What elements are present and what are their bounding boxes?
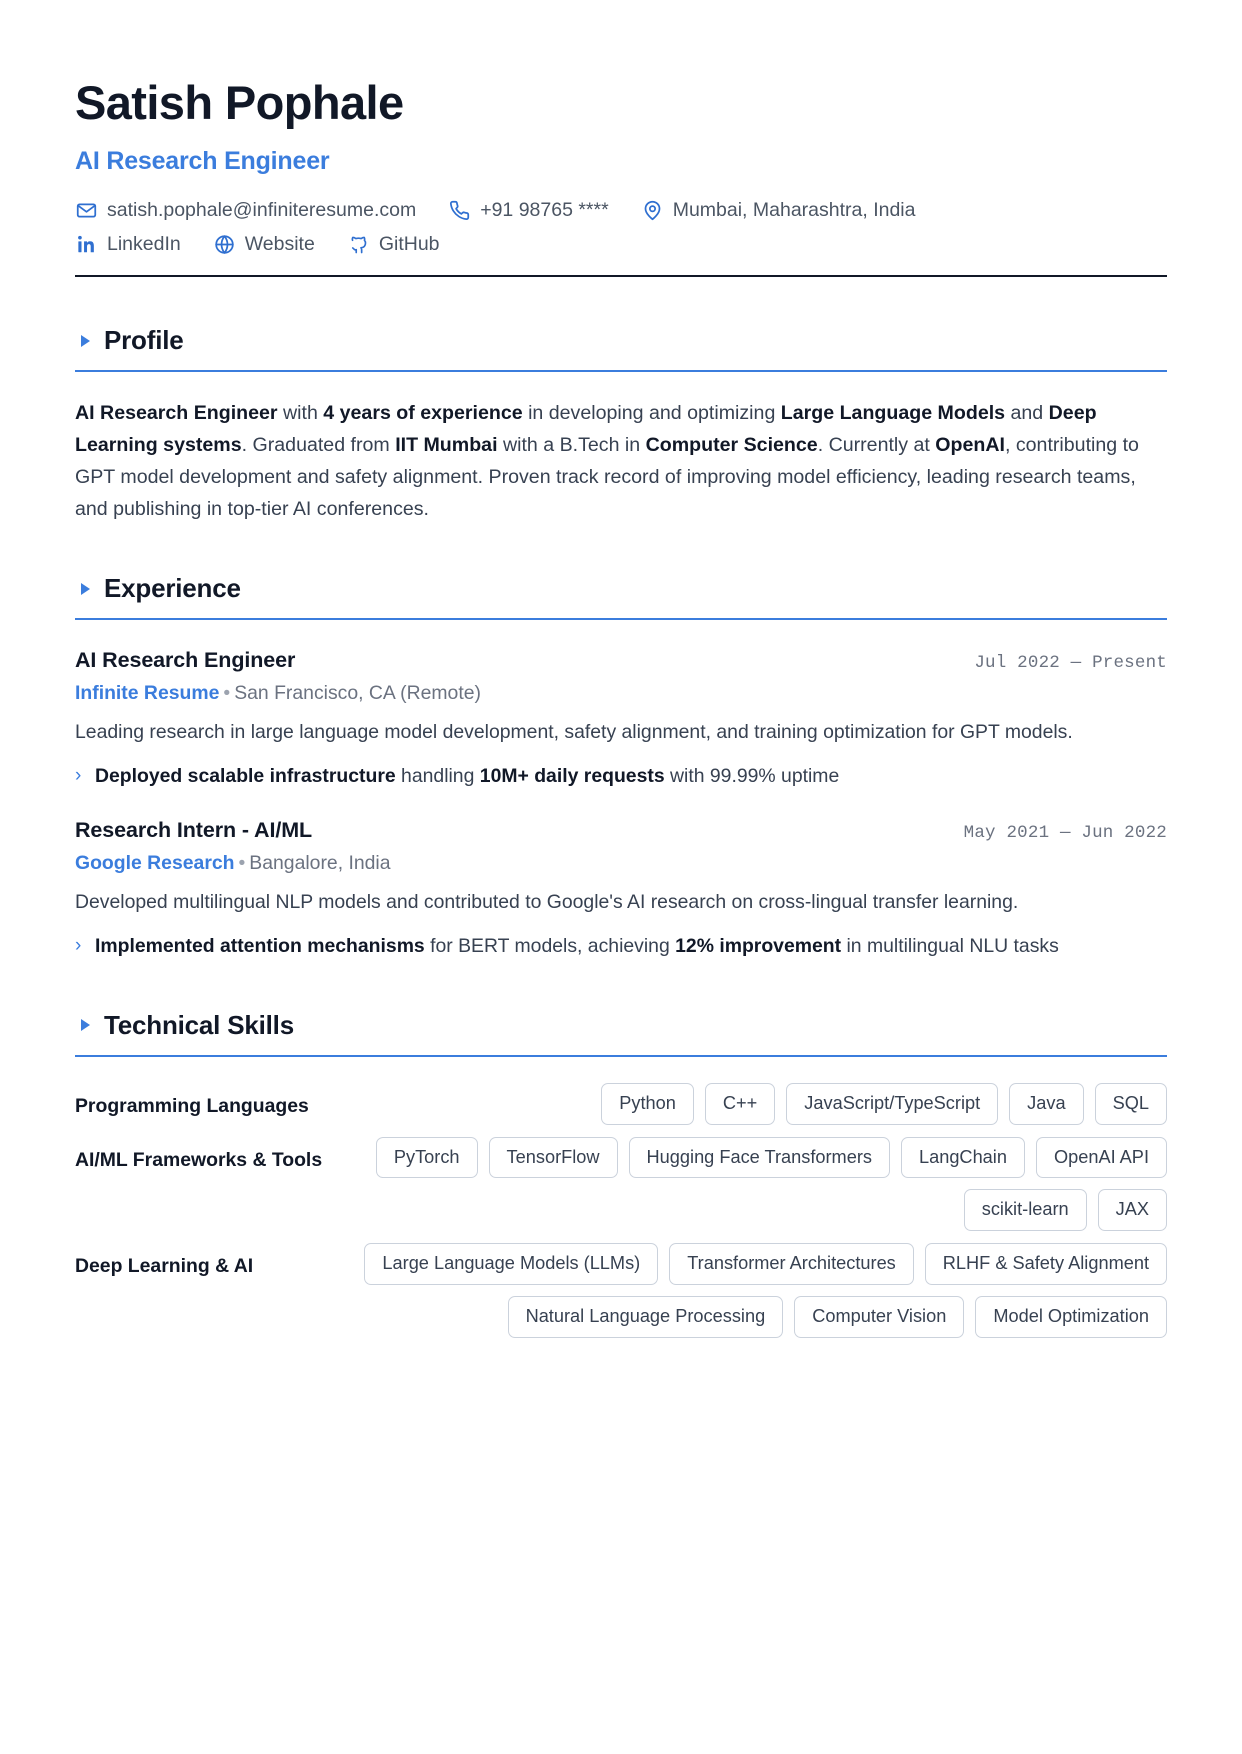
emphasis-text: Computer Science (645, 434, 818, 457)
job-bullet-list (75, 761, 1167, 792)
contact-row-primary (75, 198, 1167, 223)
separator-dot: • (238, 852, 246, 875)
job-location: Bangalore, India (249, 852, 391, 875)
job-company[interactable]: Infinite Resume (75, 682, 220, 705)
email-icon (75, 199, 98, 222)
emphasis-text: 4 years of experience (323, 402, 523, 425)
skill-tag: C++ (705, 1083, 775, 1125)
section-profile (75, 325, 1167, 525)
job-bullet (75, 761, 1167, 792)
skill-group-label: Deep Learning & AI (75, 1255, 254, 1278)
section-header-skills (75, 1010, 1167, 1041)
contact-website-text: Website (244, 233, 315, 256)
contact-phone[interactable] (448, 198, 609, 223)
contact-linkedin-text: LinkedIn (107, 233, 181, 256)
emphasis-text: Deep Learning systems (75, 402, 1097, 457)
job-location: San Francisco, CA (Remote) (234, 682, 481, 705)
skill-tag: JAX (1098, 1189, 1167, 1231)
contact-github[interactable] (347, 232, 440, 257)
emphasis-text: Implemented attention mechanisms (95, 935, 425, 958)
plain-text: . Currently at (817, 434, 936, 457)
section-title-skills: Technical Skills (104, 1009, 294, 1040)
section-experience (75, 573, 1167, 961)
resume-header (75, 78, 1167, 277)
skill-tag: Transformer Architectures (669, 1243, 914, 1285)
phone-icon (448, 199, 471, 222)
job-company-location (75, 852, 1167, 875)
plain-text: and (1005, 402, 1049, 425)
contact-phone-text: +91 98765 **** (480, 198, 609, 221)
emphasis-text: 10M+ daily requests (479, 765, 665, 788)
emphasis-text: 12% improvement (675, 935, 842, 958)
plain-text: in developing and optimizing (522, 402, 781, 425)
linkedin-icon (75, 233, 98, 256)
skill-tag: Large Language Models (LLMs) (364, 1243, 658, 1285)
skill-tag: Hugging Face Transformers (629, 1137, 890, 1179)
skill-tag: Computer Vision (794, 1296, 964, 1338)
skills-list (75, 1083, 1167, 1338)
plain-text: with (277, 402, 324, 425)
skill-group (75, 1083, 1167, 1125)
job-description: Leading research in large language model development, safety alignment, and training optimization for GPT models. (75, 721, 1073, 744)
job-company[interactable]: Google Research (75, 852, 235, 875)
plain-text: with 99.99% uptime (664, 765, 840, 788)
emphasis-text: IIT Mumbai (395, 434, 498, 457)
skill-tag: JavaScript/TypeScript (786, 1083, 998, 1125)
contact-location-text: Mumbai, Maharashtra, India (672, 198, 916, 221)
section-technical-skills (75, 1010, 1167, 1338)
contact-location (641, 198, 916, 223)
triangle-bullet-icon (81, 335, 90, 347)
job-date-range: May 2021 — Jun 2022 (963, 823, 1167, 844)
contact-row-social (75, 232, 1167, 257)
emphasis-text: OpenAI (935, 434, 1005, 457)
skill-tag: Natural Language Processing (508, 1296, 784, 1338)
skill-tag: Java (1009, 1083, 1083, 1125)
skill-tag-list (338, 1137, 1167, 1232)
emphasis-text: Large Language Models (780, 402, 1006, 425)
skill-tag: RLHF & Safety Alignment (925, 1243, 1167, 1285)
skill-tag: TensorFlow (489, 1137, 618, 1179)
experience-item (75, 818, 1167, 962)
plain-text: . Graduated from (241, 434, 396, 457)
contact-info (75, 198, 1167, 258)
section-divider-profile (75, 370, 1167, 372)
skill-tag: scikit-learn (964, 1189, 1087, 1231)
skill-tag: Python (601, 1083, 694, 1125)
section-header-experience (75, 573, 1167, 604)
skill-tag-list (269, 1243, 1167, 1338)
skill-group (75, 1137, 1167, 1232)
contact-github-text: GitHub (378, 233, 440, 256)
plain-text: for BERT models, achieving (424, 935, 676, 958)
location-pin-icon (641, 199, 664, 222)
skill-tag: SQL (1095, 1083, 1167, 1125)
plain-text: with a B.Tech in (497, 434, 646, 457)
emphasis-text: AI Research Engineer (75, 402, 278, 425)
section-title-profile: Profile (104, 325, 184, 356)
skill-tag: PyTorch (376, 1137, 478, 1179)
contact-linkedin[interactable] (75, 232, 181, 257)
experience-item-header (75, 648, 1167, 673)
job-bullet-text (95, 931, 1059, 962)
job-date-range: Jul 2022 — Present (974, 653, 1167, 674)
profile-summary (75, 398, 1167, 525)
job-headline: AI Research Engineer (75, 146, 330, 175)
job-title: AI Research Engineer (75, 648, 296, 673)
skill-tag: LangChain (901, 1137, 1025, 1179)
skill-group (75, 1243, 1167, 1338)
chevron-right-icon: › (75, 935, 82, 957)
section-divider-experience (75, 618, 1167, 620)
job-bullet-text (95, 761, 839, 792)
job-description: Developed multilingual NLP models and contributed to Google's AI research on cross-lingual transfer learning. (75, 891, 1019, 914)
skill-group-label: AI/ML Frameworks & Tools (75, 1148, 323, 1171)
plain-text: handling (395, 765, 480, 788)
page-title: Satish Pophale (75, 76, 404, 129)
section-title-experience: Experience (104, 573, 241, 604)
section-header-profile (75, 325, 1167, 356)
emphasis-text: Deployed scalable infrastructure (95, 765, 396, 788)
job-bullet-list (75, 931, 1167, 962)
triangle-bullet-icon (81, 583, 90, 595)
experience-item (75, 648, 1167, 792)
github-icon (347, 233, 370, 256)
skill-group-label: Programming Languages (75, 1094, 309, 1117)
job-company-location (75, 682, 1167, 705)
header-divider (75, 275, 1167, 277)
skill-tag-list (325, 1083, 1167, 1125)
section-divider-skills (75, 1055, 1167, 1057)
plain-text: in multilingual NLU tasks (841, 935, 1059, 958)
experience-list (75, 648, 1167, 961)
chevron-right-icon: › (75, 765, 82, 787)
globe-icon (213, 233, 236, 256)
contact-email[interactable] (75, 198, 416, 223)
separator-dot: • (223, 682, 231, 705)
contact-website[interactable] (213, 232, 315, 257)
job-title: Research Intern - AI/ML (75, 818, 313, 843)
skill-tag: OpenAI API (1036, 1137, 1167, 1179)
triangle-bullet-icon (81, 1019, 90, 1031)
skill-tag: Model Optimization (975, 1296, 1167, 1338)
experience-item-header (75, 818, 1167, 843)
contact-email-text: satish.pophale@infiniteresume.com (107, 198, 417, 221)
job-bullet (75, 931, 1167, 962)
plain-text: , contributing to GPT model development and safety alignment. Proven track record of improving model efficiency, leading research teams, and publishing in top-tier AI conferences. (75, 434, 1139, 520)
